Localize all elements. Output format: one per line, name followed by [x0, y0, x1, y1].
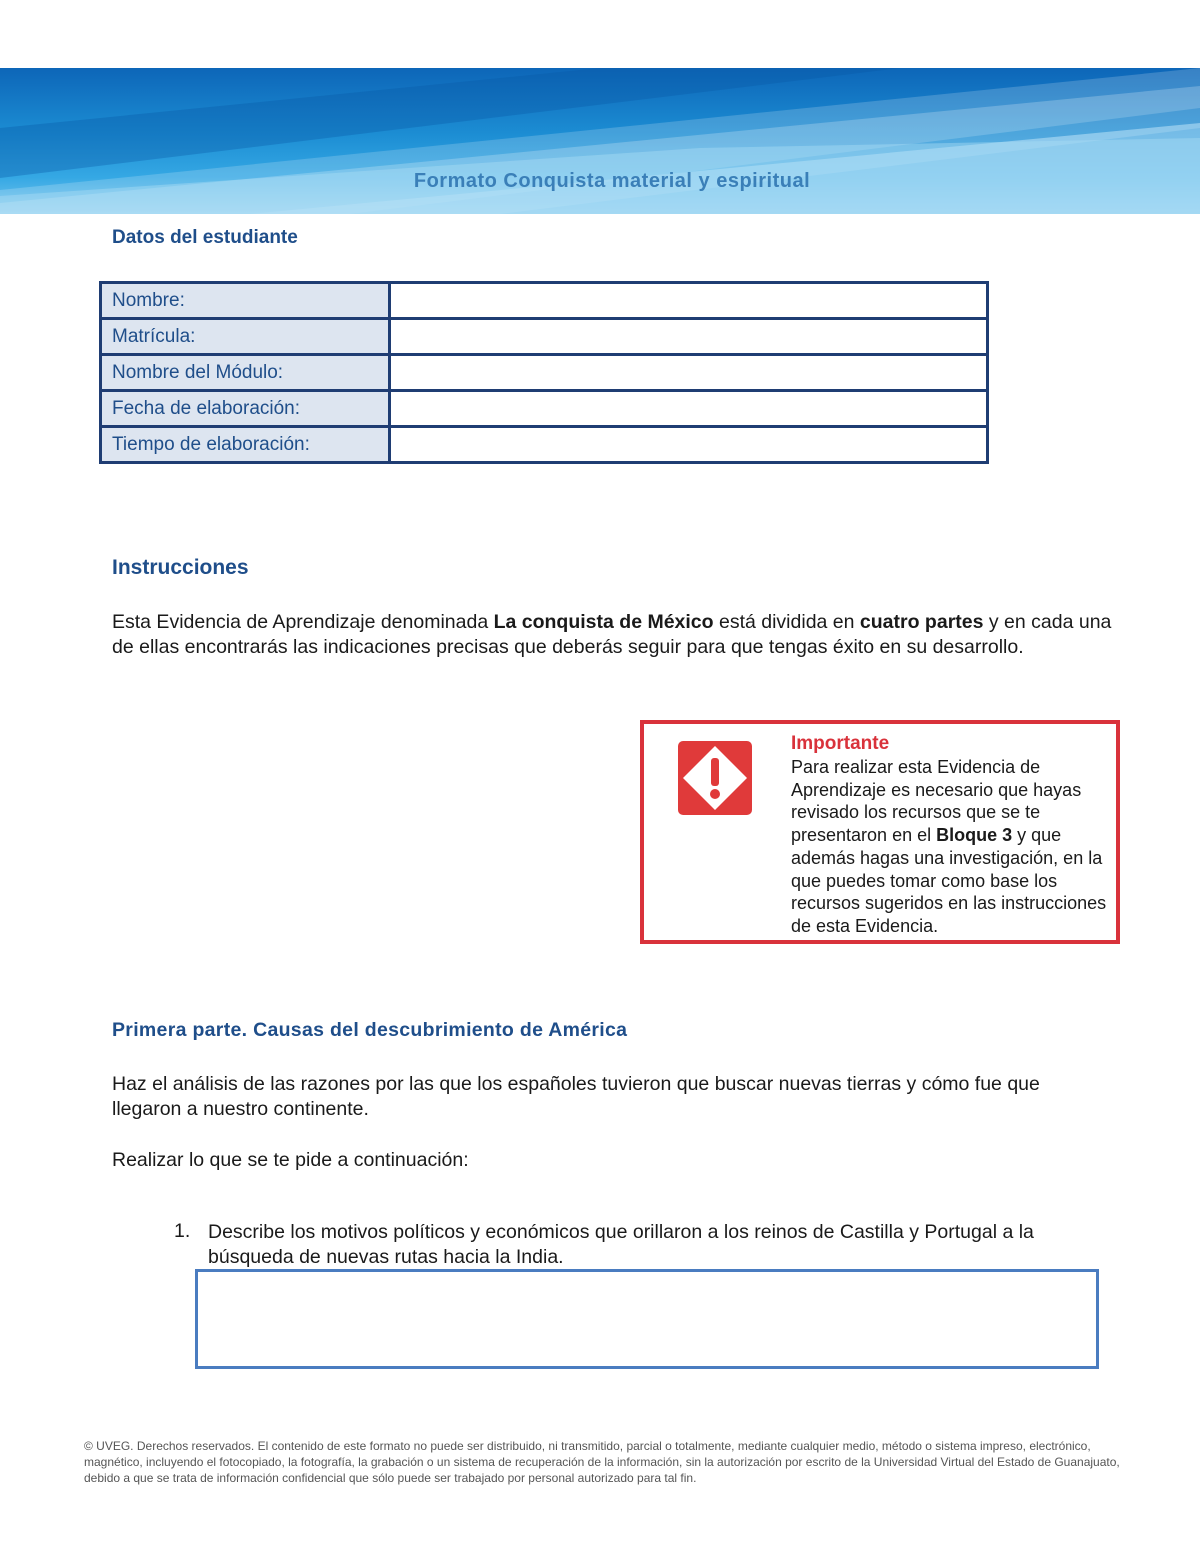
list-item-number: 1.	[174, 1220, 191, 1242]
document-title: Formato Conquista material y espiritual	[413, 170, 811, 192]
instr-text-a: Esta Evidencia de Aprendizaje denominada	[112, 611, 494, 633]
part1-heading: Primera parte. Causas del descubrimiento de América	[112, 1019, 628, 1041]
important-bold-bloque: Bloque 3	[936, 825, 1013, 846]
student-data-heading: Datos del estudiante	[112, 227, 298, 248]
tiempo-field[interactable]	[390, 427, 988, 463]
list-item-text: Describe los motivos políticos y económicos que orillaron a los reinos de Castilla y Portugal a la búsqueda de nuevas rutas hacia la India.	[208, 1221, 1034, 1268]
important-callout	[640, 720, 1120, 944]
instr-bold-evidence: La conquista de México	[493, 611, 714, 633]
row-label-modulo: Nombre del Módulo:	[101, 355, 390, 391]
important-title: Importante	[791, 733, 890, 754]
table-row	[101, 391, 988, 427]
fecha-field[interactable]	[390, 391, 988, 427]
row-label-tiempo: Tiempo de elaboración:	[101, 427, 390, 463]
table-row	[101, 427, 988, 463]
table-row	[101, 319, 988, 355]
part1-paragraph: Haz el análisis de las razones por las que los españoles tuvieron que buscar nuevas tierras y cómo fue que llegaron a nuestro continente.	[112, 1073, 1040, 1120]
warning-icon	[678, 741, 752, 815]
instructions-heading: Instrucciones	[112, 556, 249, 579]
instr-text-e: y en cada una de ellas encontrarás las indicaciones precisas que deberás seguir para que tengas éxito en su desarrollo.	[112, 611, 1112, 658]
copyright-footer: © UVEG. Derechos reservados. El contenido de este formato no puede ser distribuido, ni transmitido, parcial o totalmente, mediante cualquier medio, método o sistema impreso, electrónico, magnético, incluyendo el fotocopiado, la fotografía, la grabación o un sistema de recuperación de la información, sin la autorización por escrito de la Universidad Virtual del Estado de Guanajuato, debido a que se trata de información confidencial que sólo puede ser trabajado por personal autorizado para tal fin.	[84, 1439, 1120, 1485]
answer-box[interactable]	[195, 1269, 1099, 1369]
part1-prompt: Realizar lo que se te pide a continuación:	[112, 1149, 469, 1171]
row-label-matricula: Matrícula:	[101, 319, 390, 355]
row-label-fecha: Fecha de elaboración:	[101, 391, 390, 427]
row-label-nombre: Nombre:	[101, 283, 390, 319]
student-data-table	[99, 281, 989, 464]
modulo-field[interactable]	[390, 355, 988, 391]
table-row	[101, 283, 988, 319]
important-text	[791, 756, 1116, 938]
matricula-field[interactable]	[390, 319, 988, 355]
nombre-field[interactable]	[390, 283, 988, 319]
table-row	[101, 355, 988, 391]
instructions-paragraph	[112, 610, 1112, 660]
important-text-c: y que además hagas una investigación, en la que puedes tomar como base los recursos sugeridos en las instrucciones de esta Evidencia.	[791, 825, 1107, 936]
instr-text-c: está dividida en	[713, 611, 860, 633]
instr-bold-parts: cuatro partes	[859, 611, 984, 633]
important-text-a: Para realizar esta Evidencia de Aprendizaje es necesario que hayas revisado los recursos que se te presentaron en el	[791, 757, 1082, 846]
